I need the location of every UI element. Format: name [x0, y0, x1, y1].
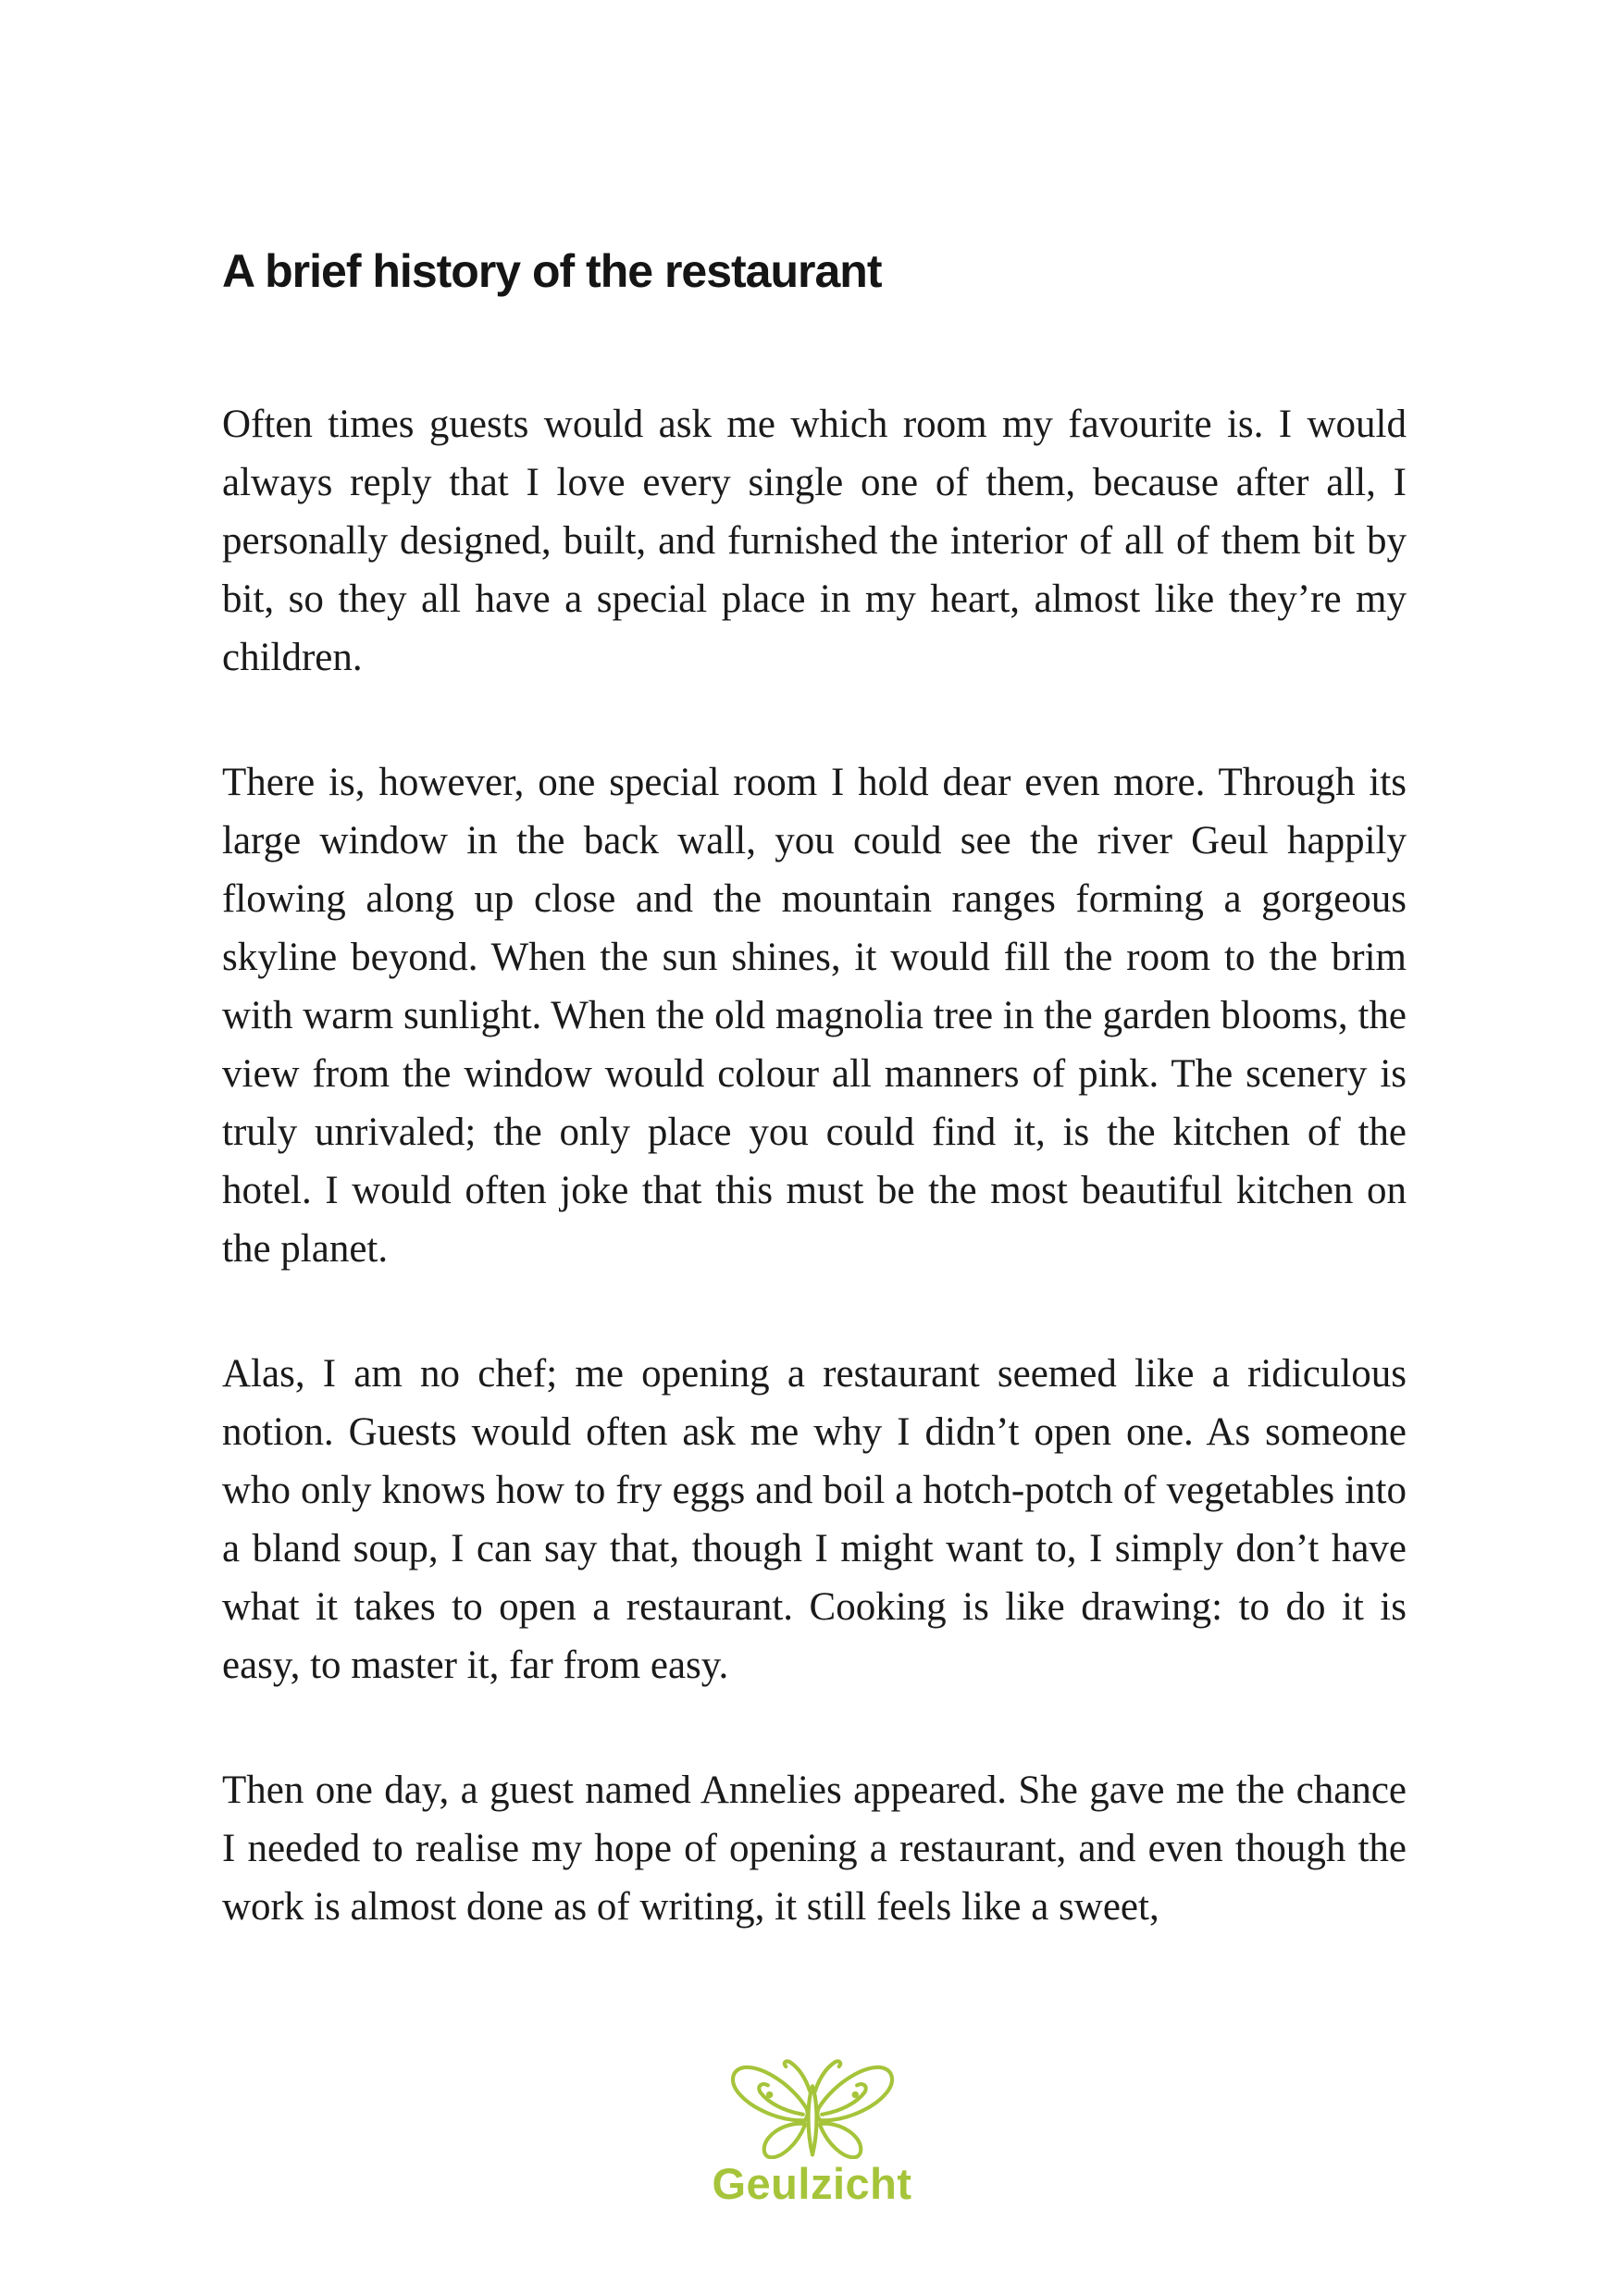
paragraph-4: Then one day, a guest named Annelies appeared. She gave me the chance I needed to realise my hope of opening a restaurant, and even though the work is almost done as of writing, it still feels like a sweet,	[222, 1769, 1407, 1929]
paragraph-3: Alas, I am no chef; me opening a restaurant seemed like a ridiculous notion. Guests would often ask me why I didn’t open one. As someone who only knows how to fry eggs and boil a hotch-potch of vegetables into a bland soup, I can say that, though I might want to, I simply don’t have what it takes to open a restaurant. Cooking is like drawing: to do it is easy, to master it, far from easy.	[222, 1352, 1407, 1687]
document-body	[222, 395, 1407, 1936]
butterfly-icon	[726, 2054, 899, 2159]
page-title: A brief history of the restaurant	[222, 245, 882, 297]
logo-text: Geulzicht	[712, 2159, 912, 2208]
logo	[0, 2054, 1624, 2206]
paragraph-2: There is, however, one special room I hold dear even more. Through its large window in the back wall, you could see the river Geul happily flowing along up close and the mountain ranges forming a gorgeous skyline beyond. When the sun shines, it would fill the room to the brim with warm sunlight. When the old magnolia tree in the garden blooms, the view from the window would colour all manners of pink. The scenery is truly unrivaled; the only place you could find it, is the kitchen of the hotel. I would often joke that this must be the most beautiful kitchen on the planet.	[222, 761, 1407, 1271]
paragraph-1: Often times guests would ask me which room my favourite is. I would always reply that I love every single one of them, because after all, I personally designed, built, and furnished the interior of all of them bit by bit, so they all have a special place in my heart, almost like they’re my children.	[222, 403, 1407, 679]
